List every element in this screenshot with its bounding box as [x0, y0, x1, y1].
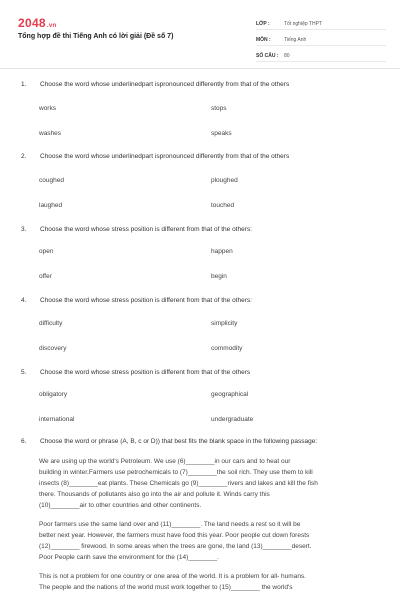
passage-line: We are using up the world's Petroleum. We use (6)________in our cars and to heat our — [39, 458, 291, 465]
question-number: 2. — [21, 153, 27, 160]
meta-label: SỐ CÂU : — [256, 53, 279, 59]
document-header — [0, 0, 400, 69]
meta-row-subject — [256, 30, 386, 46]
meta-row-class — [256, 14, 386, 30]
passage-line: building in winter.Farmers use petrochemicals to (7)________the soil rich. They use them to kill — [39, 469, 313, 476]
option[interactable]: open — [39, 248, 54, 255]
question-4 — [0, 296, 400, 368]
question-number: 3. — [21, 226, 27, 233]
option[interactable]: commodity — [211, 345, 243, 352]
passage-line: (12)________ firewood. In some areas when the trees are gone, the land (13)________desert. — [39, 543, 312, 550]
option[interactable]: begin — [211, 273, 227, 280]
meta-value: Tiếng Anh — [284, 37, 307, 43]
options — [39, 104, 400, 154]
question-text: Choose the word whose stress position is different from that of the others: — [40, 226, 252, 233]
passage-paragraph — [39, 456, 384, 511]
option[interactable]: geographical — [211, 391, 249, 398]
passage-line: Poor People canh save the environment for the (14)________. — [39, 554, 219, 561]
passage-line: better next year. However, the farmers must have food this year. Poor people cut down forests — [39, 532, 310, 539]
option[interactable]: laughed — [39, 202, 63, 209]
option[interactable]: discovery — [39, 345, 67, 352]
meta-row-count — [256, 46, 386, 62]
question-number: 4. — [21, 297, 27, 304]
question-text: Choose the word whose stress position is different from that of the others: — [40, 297, 252, 304]
meta-label: LỚP : — [256, 21, 270, 27]
option[interactable]: coughed — [39, 177, 64, 184]
question-text: Choose the word whose underlinedpart ispronounced differently from that of the others — [40, 153, 290, 160]
reading-passage — [39, 456, 384, 593]
option[interactable]: international — [39, 416, 75, 423]
option[interactable]: happen — [211, 248, 233, 255]
option[interactable]: offer — [39, 273, 52, 280]
passage-line: Poor farmers use the same land over and (11)________. The land needs a rest so it will be — [39, 521, 301, 528]
site-logo[interactable]: 2048.vn — [18, 16, 57, 30]
options — [39, 176, 400, 226]
option[interactable]: touched — [211, 202, 235, 209]
option[interactable]: obligatory — [39, 391, 68, 398]
passage-line: The people and the nations of the world must work together to (15)________ the world's — [39, 584, 293, 591]
meta-label: MÔN : — [256, 37, 271, 43]
passage-line: (10)________air to other countries and other continents. — [39, 502, 202, 509]
passage-line: insects (8)________eat plants. These Chemicals go (9)________rivers and lakes and kill the fish — [39, 480, 318, 487]
question-6 — [0, 437, 400, 593]
option[interactable]: works — [39, 105, 56, 112]
options — [39, 390, 400, 440]
option[interactable]: undergraduate — [211, 416, 254, 423]
option[interactable]: ploughed — [211, 177, 238, 184]
question-text: Choose the word whose stress position is different from that of the others — [40, 369, 251, 376]
question-1 — [0, 80, 400, 152]
options — [39, 319, 400, 369]
question-5 — [0, 368, 400, 437]
passage-paragraph — [39, 571, 384, 593]
option[interactable]: simplicity — [211, 320, 238, 327]
option[interactable]: difficulty — [39, 320, 63, 327]
document-meta — [256, 14, 386, 62]
question-3 — [0, 225, 400, 296]
option[interactable]: speaks — [211, 130, 232, 137]
meta-value: 80 — [284, 53, 290, 59]
question-number: 5. — [21, 369, 27, 376]
question-number: 6. — [21, 438, 27, 445]
question-2 — [0, 152, 400, 225]
passage-line: there. Thousands of pollutants also go into the air and pollute it. Winds carry this — [39, 491, 270, 498]
passage-paragraph — [39, 519, 384, 563]
option[interactable]: washes — [39, 130, 62, 137]
question-list — [0, 80, 400, 600]
question-number: 1. — [21, 81, 27, 88]
document-title: Tổng hợp đề thi Tiếng Anh có lời giải (Đề số 7) — [18, 33, 174, 40]
passage-line: This is not a problem for one country or one area of the world. It is a problem for all- humans. — [39, 573, 306, 580]
question-text: Choose the word whose underlinedpart ispronounced differently from that of the others — [40, 81, 290, 88]
question-text: Choose the word or phrase (A, B, c or D)) that best fits the blank space in the following passage: — [40, 438, 318, 445]
option[interactable]: stops — [211, 105, 227, 112]
options — [39, 247, 400, 297]
meta-value: Tốt nghiệp THPT — [284, 21, 322, 27]
